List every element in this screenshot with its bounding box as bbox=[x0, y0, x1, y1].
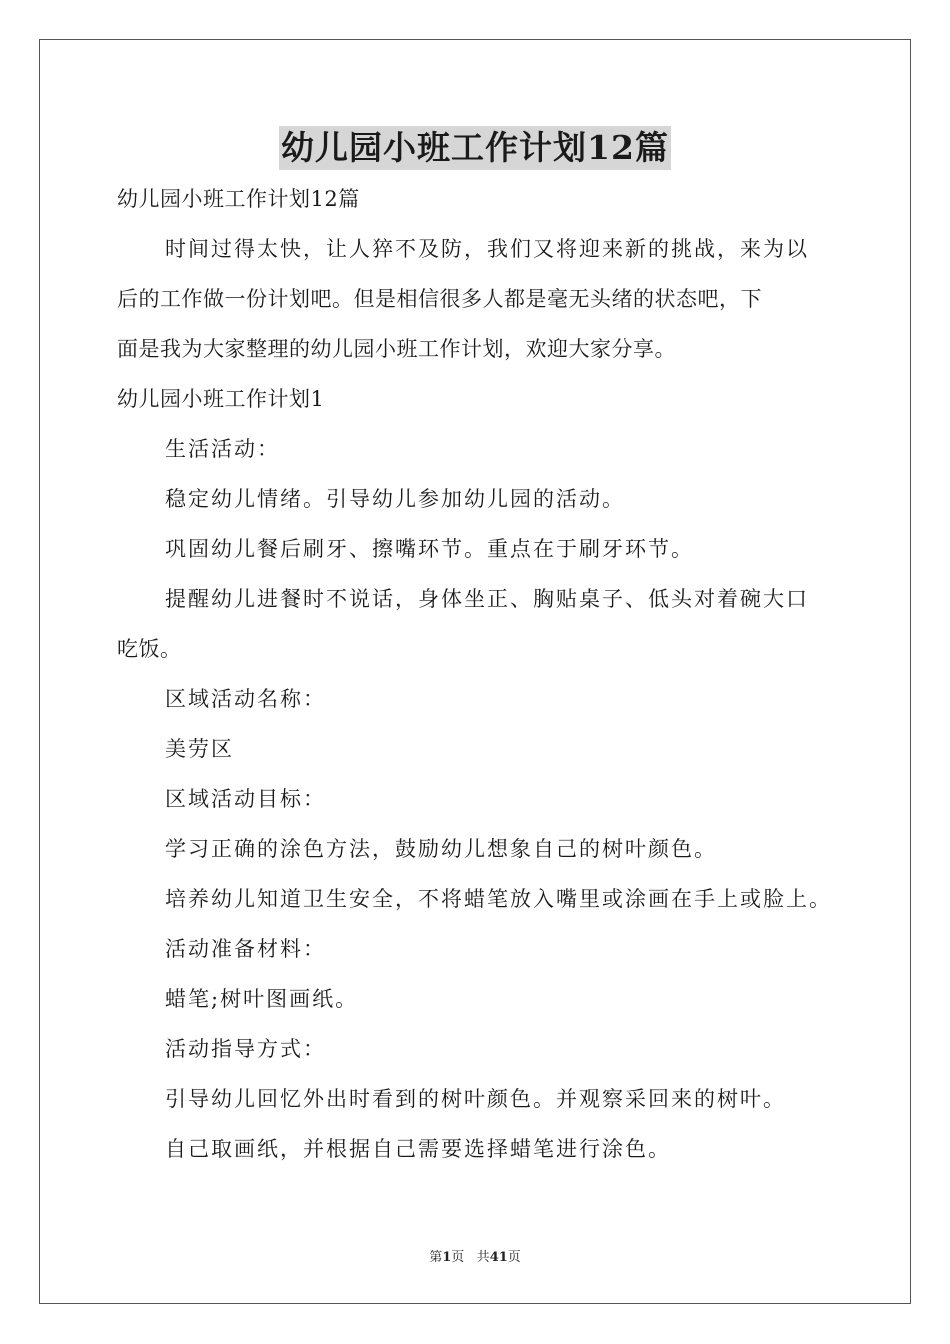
text-line: 区域活动目标： bbox=[165, 787, 326, 811]
document-title: 幼儿园小班工作计划12篇 bbox=[279, 126, 671, 170]
text-line: 吃饭。 bbox=[117, 637, 182, 661]
text-line: 引导幼儿回忆外出时看到的树叶颜色。并观察采回来的树叶。 bbox=[165, 1087, 786, 1111]
text-line: 幼儿园小班工作计划12篇 bbox=[117, 187, 360, 211]
text-line: 面是我为大家整理的幼儿园小班工作计划，欢迎大家分享。 bbox=[117, 337, 676, 361]
text-line: 区域活动名称： bbox=[165, 687, 326, 711]
page-footer bbox=[0, 1246, 950, 1265]
total-pages-prefix: 共 bbox=[476, 1250, 490, 1265]
text-line: 蜡笔;树叶图画纸。 bbox=[165, 987, 359, 1011]
text-line: 自己取画纸，并根据自己需要选择蜡笔进行涂色。 bbox=[165, 1137, 671, 1161]
text-line: 时间过得太快，让人猝不及防，我们又将迎来新的挑战，来为以 bbox=[165, 237, 809, 261]
text-line: 美劳区 bbox=[165, 737, 234, 761]
text-line: 巩固幼儿餐后刷牙、擦嘴环节。重点在于刷牙环节。 bbox=[165, 537, 694, 561]
text-line: 培养幼儿知道卫生安全，不将蜡笔放入嘴里或涂画在手上或脸上。 bbox=[165, 887, 832, 911]
text-line: 幼儿园小班工作计划1 bbox=[117, 387, 325, 411]
text-line: 稳定幼儿情绪。引导幼儿参加幼儿园的活动。 bbox=[165, 487, 625, 511]
text-line: 生活活动： bbox=[165, 437, 280, 461]
text-line: 后的工作做一份计划吧。但是相信很多人都是毫无头绪的状态吧，下 bbox=[117, 287, 762, 311]
page-number-suffix: 页 bbox=[451, 1250, 465, 1265]
page-number: 1 bbox=[442, 1250, 452, 1265]
document-body bbox=[117, 174, 837, 1174]
text-line: 学习正确的涂色方法，鼓励幼儿想象自己的树叶颜色。 bbox=[165, 837, 717, 861]
total-pages: 41 bbox=[489, 1250, 508, 1265]
title-container bbox=[0, 126, 950, 170]
total-pages-suffix: 页 bbox=[507, 1250, 521, 1265]
text-line: 活动准备材料： bbox=[165, 937, 326, 961]
text-line: 活动指导方式： bbox=[165, 1037, 326, 1061]
page-number-prefix: 第 bbox=[429, 1250, 443, 1265]
text-line: 提醒幼儿进餐时不说话，身体坐正、胸贴桌子、低头对着碗大口 bbox=[165, 587, 809, 611]
